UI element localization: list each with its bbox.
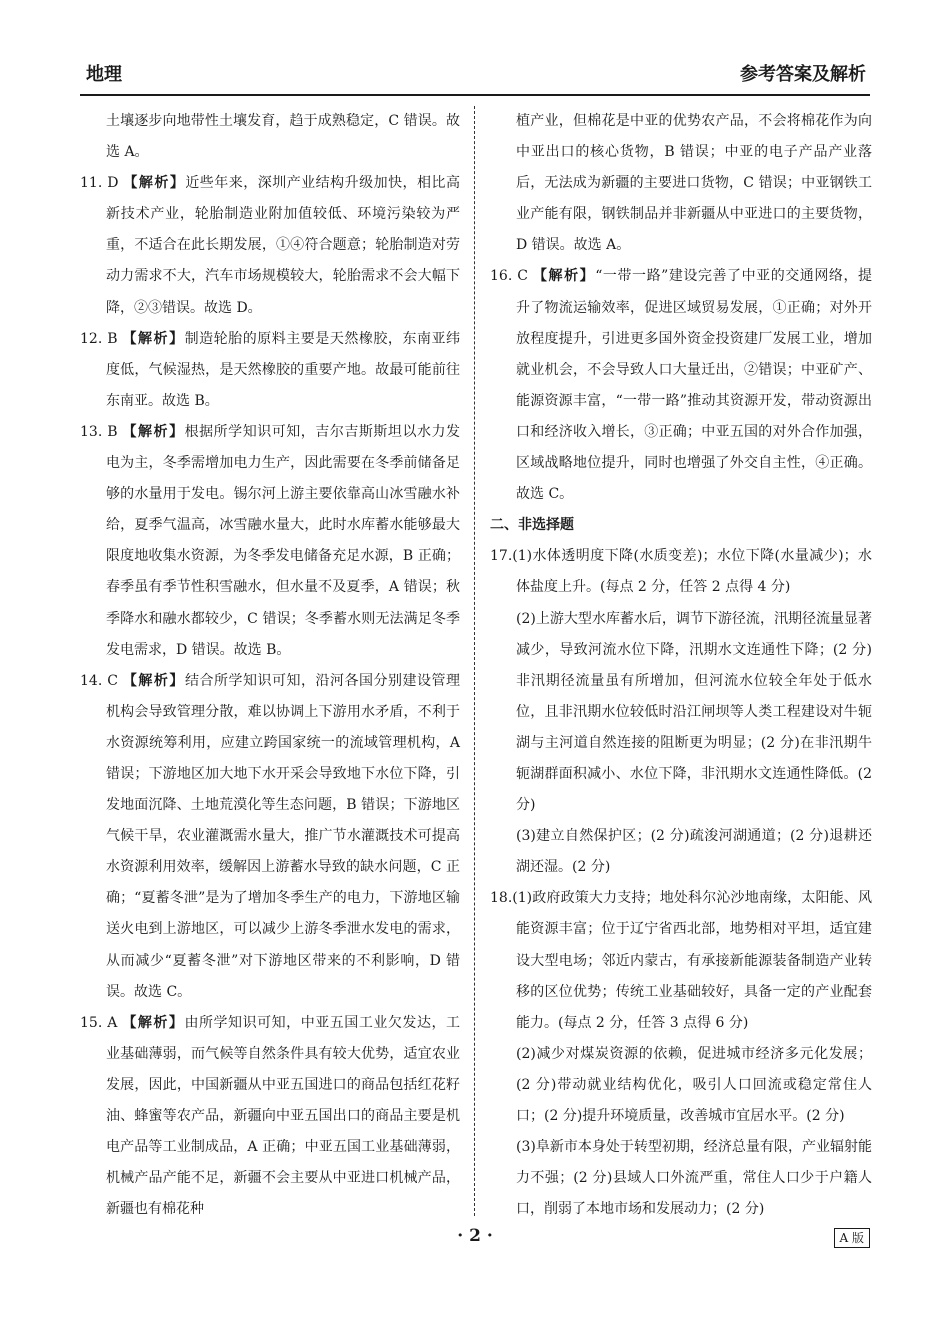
answer-item-11	[80, 168, 460, 323]
answer-number: 13. B	[80, 423, 118, 440]
answer-number: 18.	[490, 890, 513, 907]
subject-title: 地理	[86, 64, 122, 85]
section-heading: 二、非选择题	[490, 517, 574, 534]
left-column	[80, 106, 460, 1225]
answer-item-16	[490, 261, 872, 510]
answer-number: 12. B	[80, 330, 118, 347]
analysis-tag: 【解析】	[533, 268, 596, 285]
answer-number: 16. C	[490, 268, 528, 285]
page-header	[80, 58, 870, 96]
answer-text: 制造轮胎的原料主要是天然橡胶，东南亚纬度低，气候湿热，是天然橡胶的重要产地。故最可能前往东南亚。故选 B。	[106, 330, 461, 409]
answer-number: 11. D	[80, 175, 119, 192]
analysis-tag: 【解析】	[122, 423, 185, 440]
answer-number: 17.	[490, 548, 513, 565]
analysis-tag: 【解析】	[122, 672, 185, 689]
answer-text: 结合所学知识可知，沿河各国分别建设管理机构会导致管理分散，难以协调上下游用水矛盾，不利于水资源统筹利用，应建立跨国家统一的流域管理机构，A 错误；下游地区加大地下水开采会导致地下水位下降，引发地面沉降、土地荒漠化等生态问题，B 错误；下游地区气候干旱，农业灌溉需水量大，推广节水灌溉技术可提高水资源利用效率，缓解因上游蓄水导致的缺水问题，C 正确；“夏蓄冬泄”是为了增加冬季生产的电力，下游地区输送火电到上游地区，可以减少上游冬季泄水发电的需求，从而减少“夏蓄冬泄”对下游地区带来的不利影响，D 错误。故选 C。	[106, 672, 461, 1000]
answer-item-14	[80, 666, 460, 1008]
answer-item-12	[80, 324, 460, 417]
answer-item-17-part-3: (3)建立自然保护区；(2 分)疏浚河湖通道；(2 分)退耕还湖还湿。(2 分)	[516, 828, 872, 876]
answer-text: (1)政府政策大力支持；地处科尔沁沙地南缘，太阳能、风能资源丰富；位于辽宁省西北部，地势相对平坦，适宜建设大型电场；邻近内蒙古，有承接新能源装备制造产业转移的区位优势；传统工业基础较好，具备一定的产业配套能力。(每点 2 分，任答 3 点得 6 分)	[512, 890, 872, 1031]
answer-item-17-part-2: (2)上游大型水库蓄水后，调节下游径流，汛期径流量显著减少，导致河流水位下降，汛期水文连通性下降；(2 分)非汛期径流量虽有所增加，但河流水位较全年处于低水位，且非汛期水位较低时沿江闸坝等人类工程建设对牛轭湖与主河道自然连接的阻断更为明显；(2 分)在非汛期牛轭湖群面积减小、水位下降，非汛期水文连通性降低。(2 分)	[516, 610, 872, 814]
answer-text: “一带一路”建设完善了中亚的交通网络，提升了物流运输效率，促进区域贸易发展，①正确；对外开放程度提升，引进更多国外资金投资建厂发展工业，增加就业机会，不会导致人口大量迁出，②错误；中亚矿产、能源资源丰富，“一带一路”推动其资源开发，带动资源出口和经济收入增长，③正确；中亚五国的对外合作加强，区域战略地位提升，同时也增强了外交自主性，④正确。故选 C。	[516, 268, 873, 503]
document-type-title: 参考答案及解析	[740, 64, 866, 85]
answer-text: (1)水体透明度下降(水质变差)；水位下降(水量减少)；水体盐度上升。(每点 2 分，任答 2 点得 4 分)	[512, 548, 872, 596]
answer-continuation: 植产业，但棉花是中亚的优势农产品，不会将棉花作为向中亚出口的核心货物，B 错误；中亚的电子产品产业落后，无法成为新疆的主要进口货物，C 错误；中亚钢铁工业产能有限，钢铁制品并非新疆从中亚进口的主要货物，D 错误。故选 A。	[516, 113, 872, 254]
right-column	[490, 106, 872, 1225]
answer-continuation: 土壤逐步向地带性土壤发育，趋于成熟稳定，C 错误。故选 A。	[106, 113, 460, 161]
answer-text: 近些年来，深圳产业结构升级加快，相比高新技术产业，轮胎制造业附加值较低、环境污染较为严重，不适合在此长期发展，①④符合题意；轮胎制造对劳动力需求不大，汽车市场规模较大，轮胎需求不会大幅下降，②③错误。故选 D。	[106, 175, 461, 316]
answer-text: 根据所学知识可知，吉尔吉斯斯坦以水力发电为主，冬季需增加电力生产，因此需要在冬季前储备足够的水量用于发电。锡尔河上游主要依靠高山冰雪融水补给，夏季气温高，冰雪融水量大，此时水库蓄水能够最大限度地收集水资源，为冬季发电储备充足水源，B 正确；春季虽有季节性积雪融水，但水量不及夏季，A 错误；秋季降水和融水都较少，C 错误；冬季蓄水则无法满足冬季发电需求，D 错误。故选 B。	[106, 423, 461, 658]
answer-item-13	[80, 417, 460, 666]
analysis-tag: 【解析】	[122, 1014, 185, 1031]
answer-item-17-part-1	[490, 541, 872, 603]
answer-text: 由所学知识可知，中亚五国工业欠发达，工业基础薄弱，而气候等自然条件具有较大优势，适宜农业发展，因此，中国新疆从中亚五国进口的商品包括红花籽油、蜂蜜等农产品，新疆向中亚五国出口的商品主要是机电产品等工业制成品，A 正确；中亚五国工业基础薄弱，机械产品产能不足，新疆不会主要从中亚进口机械产品，新疆也有棉花种	[106, 1014, 461, 1218]
page-number: · 2 ·	[457, 1226, 493, 1246]
answer-number: 14. C	[80, 672, 118, 689]
analysis-tag: 【解析】	[122, 330, 185, 347]
answer-number: 15. A	[80, 1014, 118, 1031]
answer-item-18-part-1	[490, 883, 872, 1038]
answer-item-18-part-3: (3)阜新市本身处于转型初期，经济总量有限，产业辐射能力不强；(2 分)县域人口外流严重，常住人口少于户籍人口，削弱了本地市场和发展动力；(2 分)	[516, 1139, 872, 1218]
answer-item-18-part-2: (2)减少对煤炭资源的依赖，促进城市经济多元化发展；(2 分)带动就业结构优化，吸引人口回流或稳定常住人口；(2 分)提升环境质量，改善城市宜居水平。(2 分)	[516, 1045, 872, 1124]
version-badge: A 版	[834, 1228, 870, 1248]
column-divider	[474, 106, 475, 1216]
analysis-tag: 【解析】	[123, 175, 186, 192]
answer-item-15	[80, 1008, 460, 1226]
